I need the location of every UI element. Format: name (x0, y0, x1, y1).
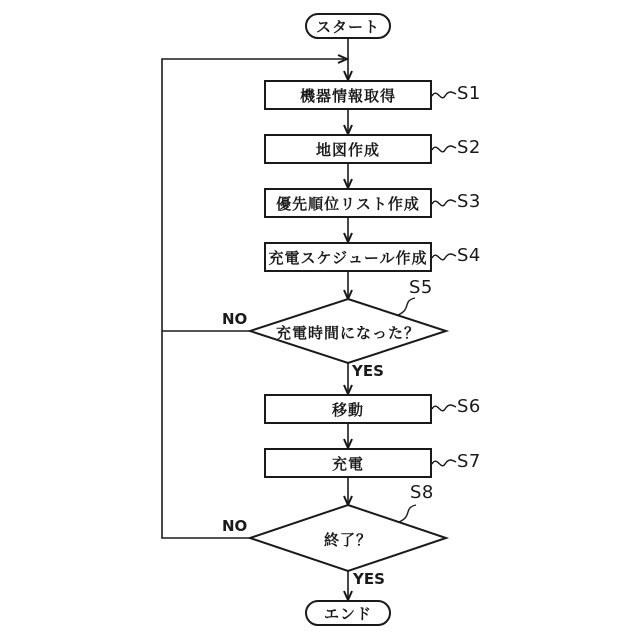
step-label-s8: S8 (410, 482, 434, 503)
process-s1-label: 機器情報取得 (299, 86, 396, 105)
process-s2-label: 地図作成 (315, 140, 380, 159)
step-label-s3: S3 (457, 191, 481, 212)
leader-s4 (432, 254, 456, 260)
step-label-s6: S6 (457, 396, 481, 417)
step-label-s2: S2 (457, 137, 481, 158)
process-s6 (264, 394, 432, 424)
process-s4 (264, 242, 432, 272)
leader-s2 (432, 146, 456, 152)
leader-s1 (432, 92, 456, 98)
process-s6-label: 移動 (331, 400, 364, 419)
leader-s5 (398, 298, 415, 315)
process-s7-label: 充電 (331, 454, 364, 473)
process-s7 (264, 448, 432, 478)
step-label-s7: S7 (457, 451, 481, 472)
end-terminal (305, 600, 391, 626)
leader-s6 (432, 405, 456, 411)
start-terminal-label: スタート (315, 17, 380, 36)
decision-s8-label: 終了？ (323, 531, 372, 549)
leader-s7 (432, 460, 456, 466)
leader-s3 (432, 200, 456, 206)
process-s1 (264, 80, 432, 110)
decision-s5-label: 充電時間になった？ (275, 324, 420, 342)
branch-yes-s5: YES (352, 362, 384, 380)
process-s3-label: 優先順位リスト作成 (276, 194, 420, 213)
branch-no-s5: NO (222, 310, 248, 328)
start-terminal (305, 13, 391, 39)
end-terminal-label: エンド (323, 604, 372, 623)
step-label-s5: S5 (409, 277, 433, 298)
process-s3 (264, 188, 432, 218)
process-s2 (264, 134, 432, 164)
leader-s8 (399, 505, 416, 522)
step-label-s1: S1 (457, 83, 481, 104)
step-label-s4: S4 (457, 245, 481, 266)
branch-no-s8: NO (222, 517, 248, 535)
process-s4-label: 充電スケジュール作成 (268, 248, 428, 267)
branch-yes-s8: YES (353, 570, 385, 588)
